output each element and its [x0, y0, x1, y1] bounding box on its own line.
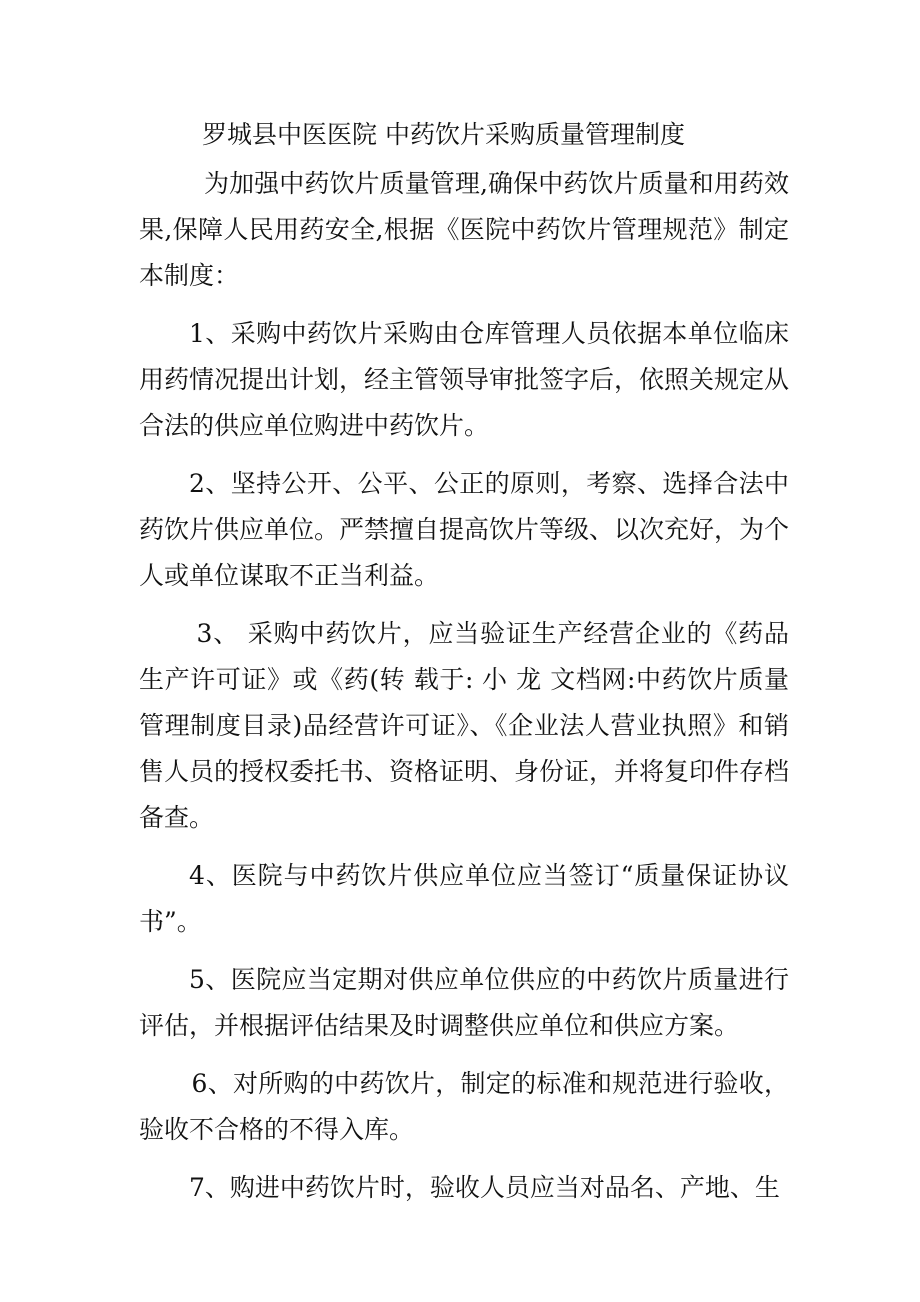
- paragraph-item-7: 7、购进中药饮片时，验收人员应当对品名、产地、生: [189, 1173, 780, 1202]
- paragraph-item-6: 6、对所购的中药饮片，制定的标准和规范进行验收，验收不合格的不得入库。: [139, 1069, 789, 1144]
- document-body: [139, 113, 789, 1211]
- paragraph-item-5: 5、医院应当定期对供应单位供应的中药饮片质量进行评估，并根据评估结果及时调整供应单位和供应方案。: [139, 965, 789, 1040]
- paragraph-item-2: 2、坚持公开、公平、公正的原则，考察、选择合法中药饮片供应单位。严禁擅自提高饮片等级、以次充好，为个人或单位谋取不正当利益。: [139, 469, 790, 590]
- paragraph-item-1: 1、采购中药饮片采购由仓库管理人员依据本单位临床用药情况提出计划，经主管领导审批签字后，依照关规定从合法的供应单位购进中药饮片。: [139, 319, 790, 440]
- paragraph-item-3: 3、 采购中药饮片，应当验证生产经营企业的《药品生产许可证》或《药(转 载于: 小 龙 文档网:中药饮片质量管理制度目录)品经营许可证》、《企业法人营业执照》和销售人员的授权委托书、资格证明、身份证，并将复印件存档备查。: [139, 619, 790, 832]
- paragraph-item-4: 4、医院与中药饮片供应单位应当签订“质量保证协议书”。: [139, 861, 789, 936]
- document-title: 罗城县中医医院 中药饮片采购质量管理制度: [202, 120, 685, 149]
- paragraph-intro: 为加强中药饮片质量管理,确保中药饮片质量和用药效果,保障人民用药安全,根据《医院中药饮片管理规范》制定本制度：: [139, 169, 789, 290]
